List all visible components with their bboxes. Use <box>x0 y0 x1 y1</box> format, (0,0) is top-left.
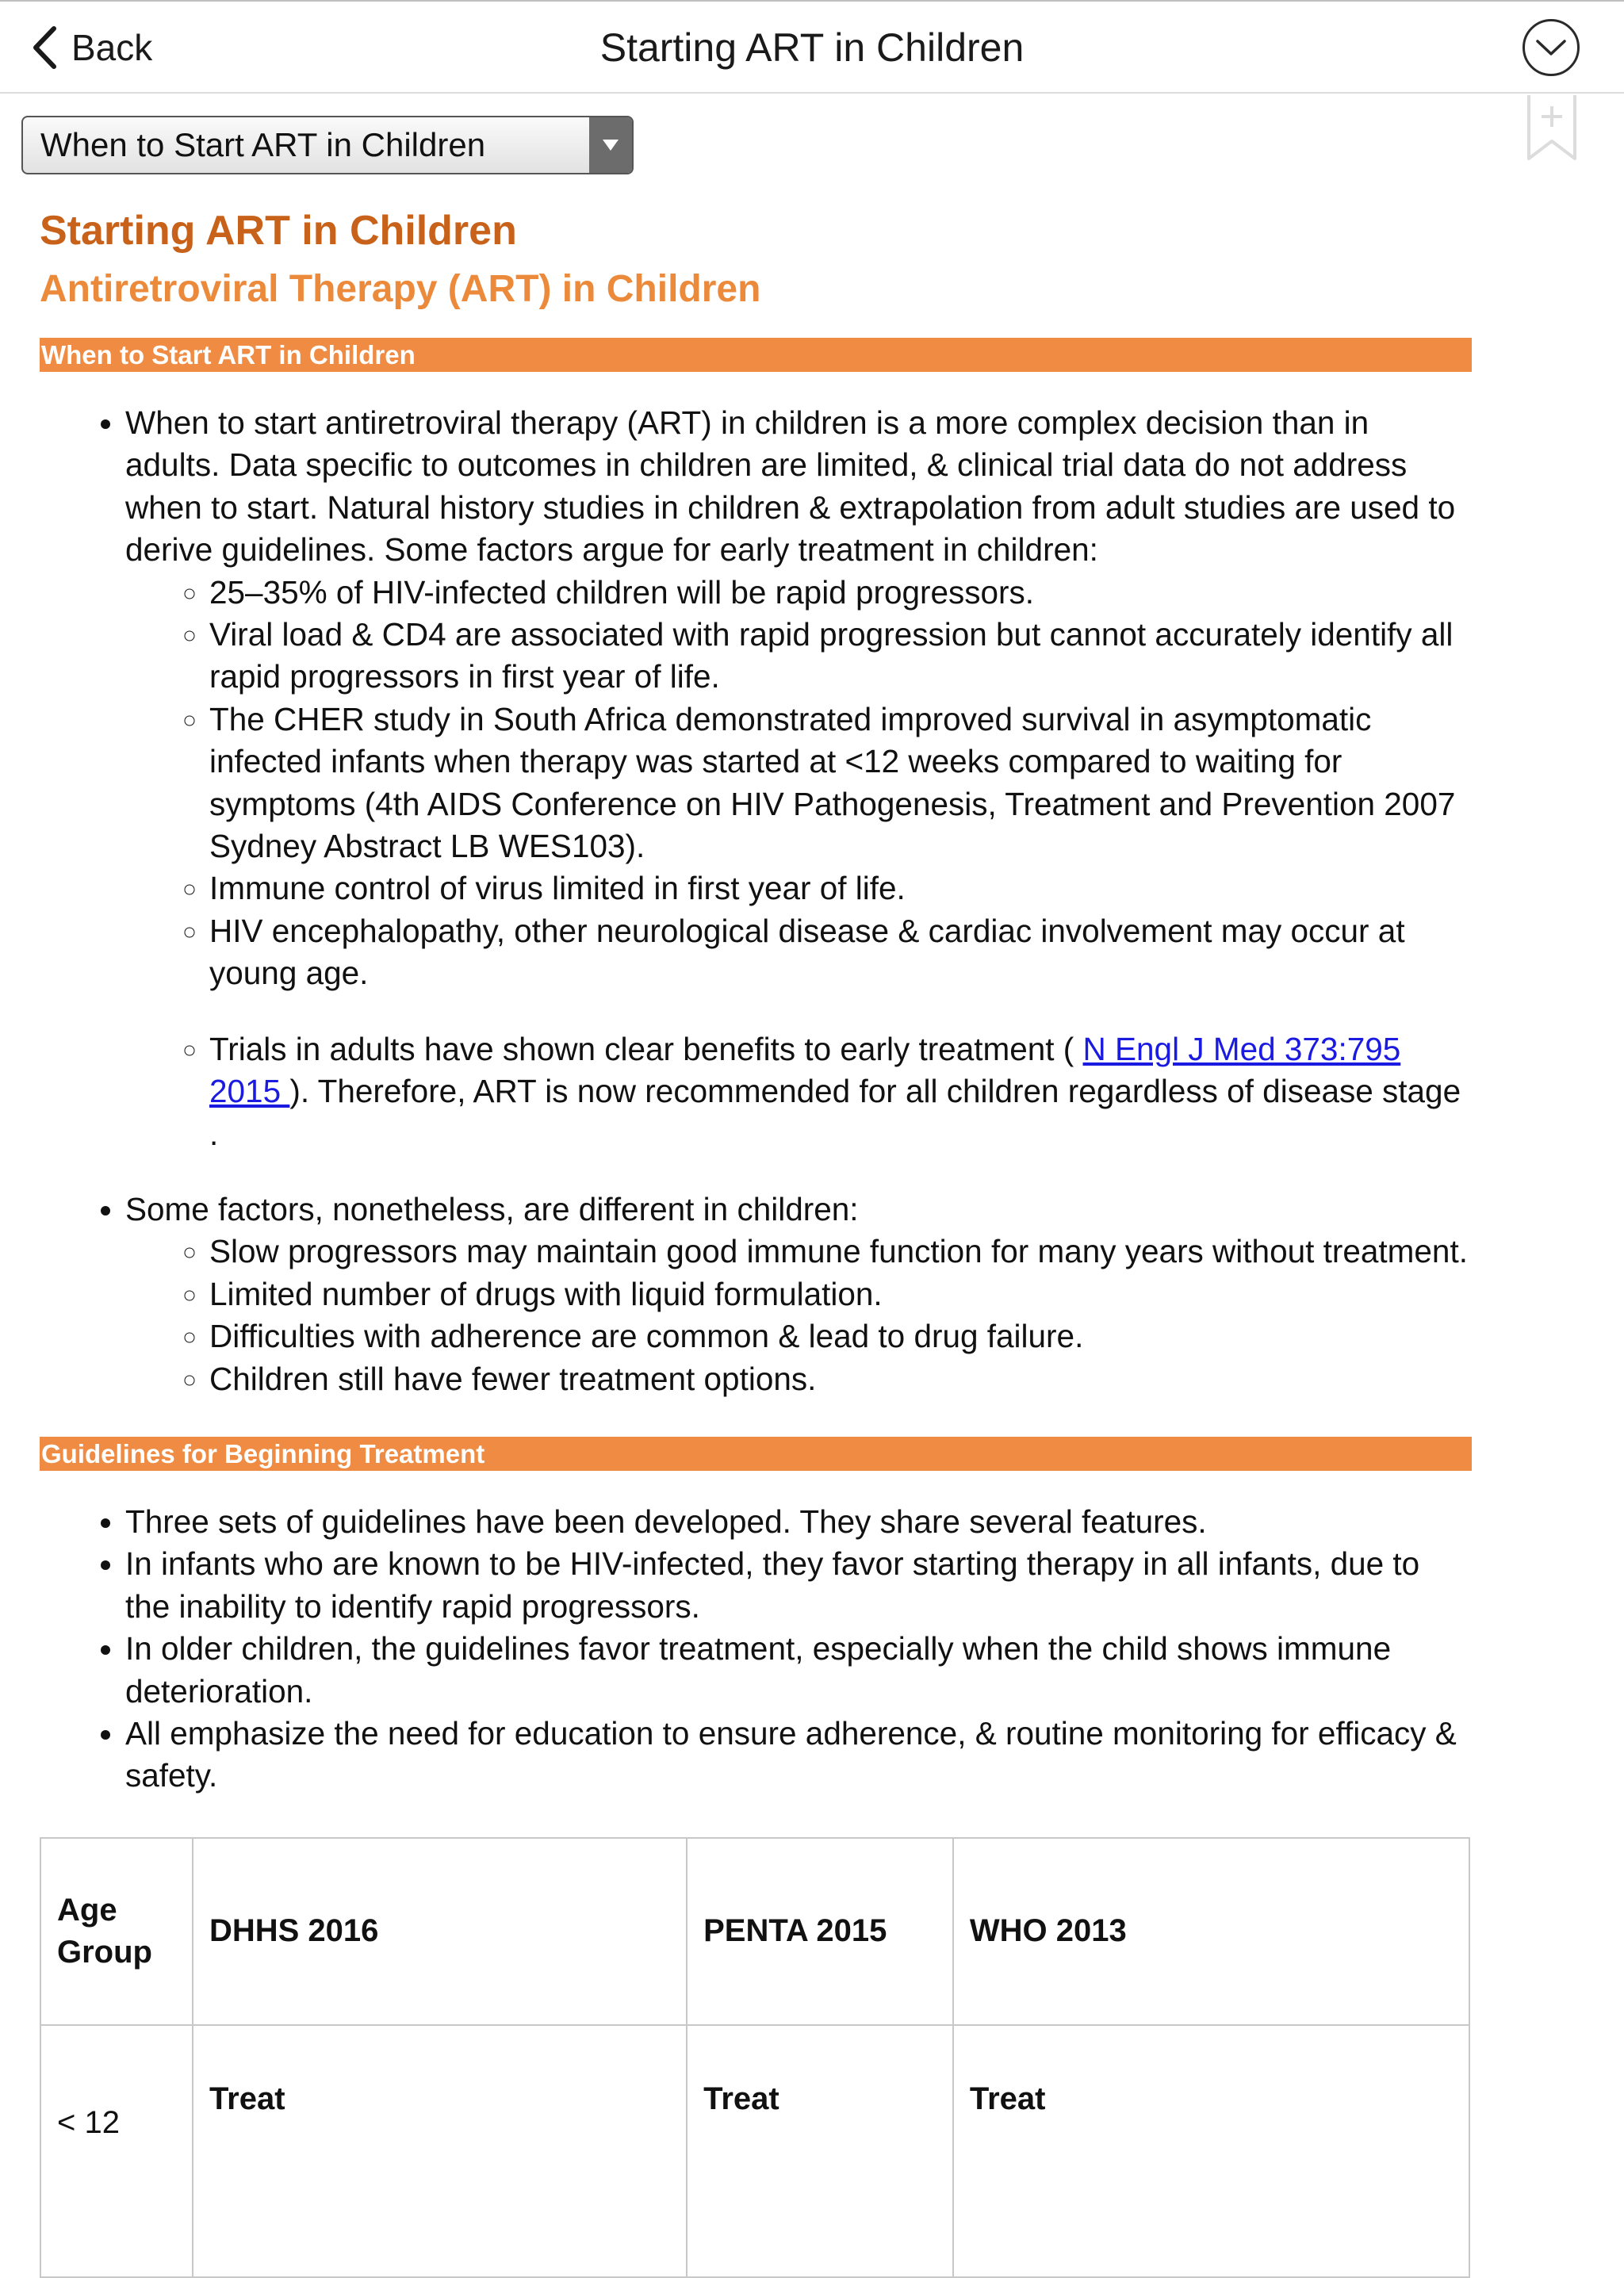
list-item: • In infants who are known to be HIV-infected, they favor starting therapy in all infants, due to the inability to identify rapid progressors. <box>125 1543 1472 1628</box>
table-header-cell: WHO 2013 <box>953 1838 1469 2025</box>
table-header-row <box>40 1838 1469 2025</box>
table-row <box>40 2025 1469 2277</box>
article-title: Starting ART in Children <box>40 208 517 254</box>
table-header-cell: DHHS 2016 <box>193 1838 687 2025</box>
table-cell: Treat <box>193 2025 687 2277</box>
navigation-bar <box>0 0 1624 94</box>
bookmark-add-button[interactable] <box>1526 95 1578 162</box>
list-item <box>125 402 1472 1155</box>
reference-link[interactable]: N Engl J Med 373:795 2015 <box>209 1030 1401 1110</box>
list-item: ◦ Slow progressors may maintain good immune function for many years without treatment. <box>209 1231 1472 1273</box>
guidelines-table <box>40 1837 1470 2278</box>
section-heading: When to Start ART in Children <box>40 338 1472 372</box>
table-cell: Treat <box>687 2025 953 2277</box>
list-item-text: ). Therefore, ART is now recommended for all children regardless of disease stage . <box>209 1073 1461 1152</box>
list-item-text: Some factors, nonetheless, are different in children: <box>125 1190 859 1227</box>
list-item: ◦ Children still have fewer treatment options. <box>209 1358 1472 1400</box>
list-item: ◦ Immune control of virus limited in first year of life. <box>209 867 1472 909</box>
triangle-down-icon <box>589 117 632 173</box>
table-cell: Treat <box>953 2025 1469 2277</box>
sub-list <box>125 1231 1472 1400</box>
list-item-text: When to start antiretroviral therapy (ART) in children is a more complex decision than in adults. Data specific to outcomes in children are limited, & clinical trial data do not address when to start. Natural history studies in children & extrapolation from adult studies are used to derive guidelines. Some factors argue for early treatment in children: <box>125 404 1456 569</box>
bookmark-add-icon <box>1526 95 1578 162</box>
list-item: ◦ HIV encephalopathy, other neurological disease & cardiac involvement may occur at young age. <box>209 910 1472 995</box>
back-label: Back <box>71 27 153 68</box>
chevron-down-circle-button[interactable] <box>1522 19 1580 76</box>
section-select-value: When to Start ART in Children <box>40 126 486 163</box>
list-item: • In older children, the guidelines favor treatment, especially when the child shows immune deterioration. <box>125 1628 1472 1713</box>
article-content <box>40 205 1472 2278</box>
list-item <box>209 1028 1472 1155</box>
list-item: ◦ Viral load & CD4 are associated with rapid progression but cannot accurately identify all rapid progressors in first year of life. <box>209 614 1472 699</box>
article-subtitle: Antiretroviral Therapy (ART) in Children <box>40 268 761 310</box>
table-cell: < 12 <box>40 2025 193 2277</box>
chevron-down-icon <box>1535 38 1567 57</box>
table-header-cell: PENTA 2015 <box>687 1838 953 2025</box>
section1-list <box>40 402 1472 1400</box>
section2-list <box>40 1501 1472 1798</box>
section-heading: Guidelines for Beginning Treatment <box>40 1437 1472 1471</box>
list-item: ◦ 25–35% of HIV-infected children will be rapid progressors. <box>209 572 1472 614</box>
list-item: • All emphasize the need for education to ensure adherence, & routine monitoring for efficacy & safety. <box>125 1713 1472 1798</box>
section-select[interactable] <box>21 116 634 174</box>
list-item: • Three sets of guidelines have been developed. They share several features. <box>125 1501 1472 1543</box>
list-item: ◦ Difficulties with adherence are common & lead to drug failure. <box>209 1315 1472 1357</box>
list-item-text: Trials in adults have shown clear benefits to early treatment ( <box>209 1030 1083 1067</box>
list-item: ◦ The CHER study in South Africa demonstrated improved survival in asymptomatic infected infants when therapy was started at <12 weeks compared to waiting for symptoms (4th AIDS Conference on HIV Pathogenesis, Treatment and Prevention 2007 Sydney Abstract LB WES103). <box>209 699 1472 868</box>
list-item <box>125 1189 1472 1400</box>
table-header-cell: Age Group <box>40 1838 193 2025</box>
list-item: ◦ Limited number of drugs with liquid formulation. <box>209 1273 1472 1315</box>
page-title: Starting ART in Children <box>599 25 1025 70</box>
sub-list <box>125 572 1472 1155</box>
